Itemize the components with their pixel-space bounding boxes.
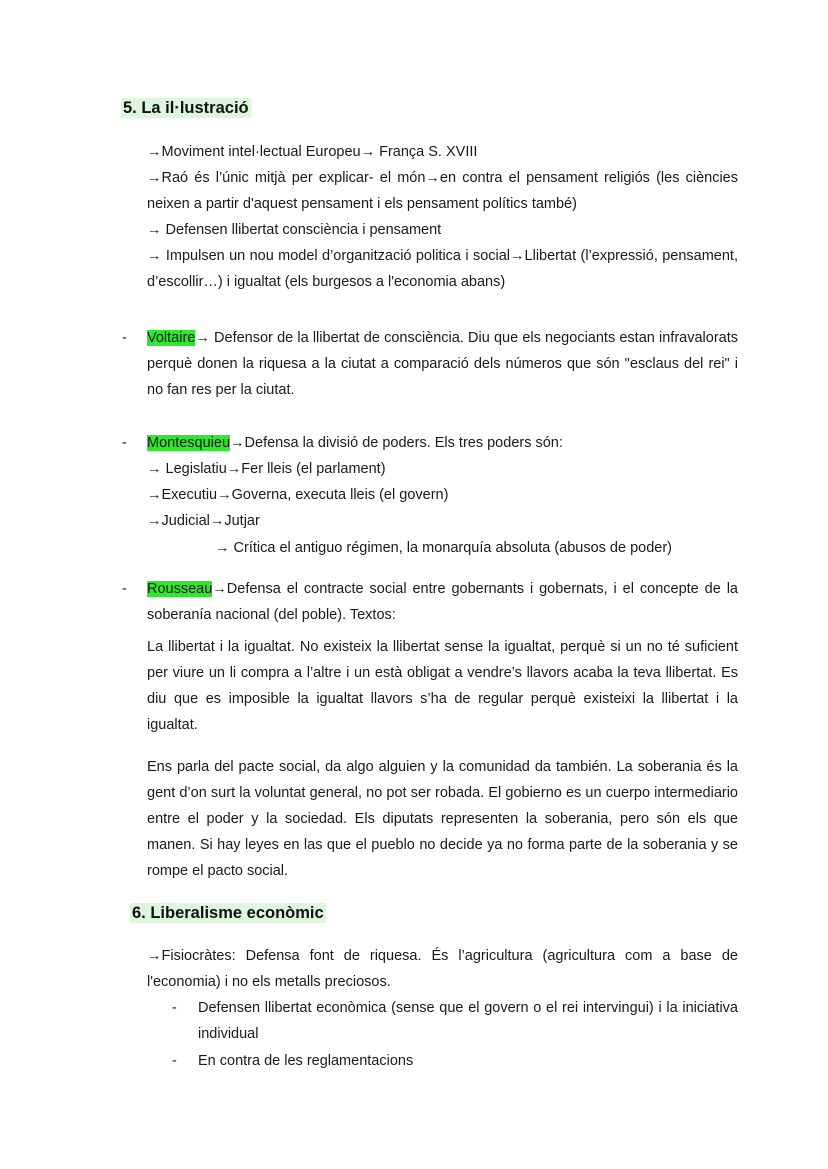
bullet-dash: -: [122, 581, 127, 597]
voltaire-text: → Defensor de la llibertat de consciència. Diu que els negociants estan infravalorats perquè donen la riquesa a la ciutat a comparació dels números que són "esclaus del rei" i no fan res per la ciutat.: [147, 330, 738, 398]
section-5-heading: [121, 97, 251, 119]
rousseau-text: →Defensa el contracte social entre gobernants i gobernats, i el concepte de la soberanía nacional (del poble). Textos:: [147, 581, 738, 623]
rousseau-name: Rousseau: [147, 581, 213, 597]
rousseau-paragraph: [147, 576, 738, 628]
list-item: Defensen llibertat econòmica (sense que el govern o el rei intervingui) i la iniciativa individual: [198, 1000, 738, 1042]
bullet-dash: -: [122, 330, 127, 346]
voltaire-name: Voltaire: [147, 330, 196, 346]
voltaire-paragraph: [147, 325, 738, 403]
power-legislative: → Legislatiu→Fer lleis (el parlament): [147, 461, 386, 477]
power-executive: →Executiu→Governa, executa lleis (el govern): [147, 487, 449, 503]
bullet-dash: -: [172, 1000, 177, 1016]
intro-line-2: →Raó és l’únic mitjà per explicar- el món→en contra el pensament religiós (les ciències neixen a partir d'aquest pensament i els pensament polítics també): [147, 170, 738, 212]
montesquieu-critique: → Crítica el antiguo régimen, la monarquía absoluta (abusos de poder): [215, 540, 673, 556]
bullet-dash: -: [172, 1053, 177, 1069]
power-judicial: →Judicial→Jutjar: [147, 513, 260, 529]
fisiocrates-paragraph: →Fisiocràtes: Defensa font de riquesa. És l’agricultura (agricultura com a base de l'economia) i no els metalls preciosos.: [147, 948, 738, 990]
intro-line-3: → Defensen llibertat consciència i pensament: [147, 222, 442, 238]
rousseau-text-1: La llibertat i la igualtat. No existeix la llibertat sense la igualtat, perquè si un no té suficient per viure un li compra a l’altre i un està obligat a vendre’s llavors acaba la teva llibertat. Es diu que es imposible la igualtat llavors s’ha de regular perquè existeixi la llibertat i la igualtat.: [147, 639, 738, 733]
rousseau-text-2: Ens parla del pacte social, da algo alguien y la comunidad da también. La soberania és la gent d’on surt la voluntat general, no pot ser robada. El gobierno es un cuerpo intermediario entre el poder y la sociedad. Els diputats representen la soberania, pero són els que manen. Si hay leyes en las que el pueblo no decide ya no forma parte de la soberania y se rompe el pacto social.: [147, 759, 738, 879]
montesquieu-paragraph: [147, 430, 738, 456]
montesquieu-text: →Defensa la divisió de poders. Els tres poders són:: [230, 435, 563, 451]
section-5-title: 5. La il·lustració: [123, 99, 249, 117]
section-6-heading: [130, 902, 326, 924]
bullet-dash: -: [122, 435, 127, 451]
intro-line-4: → Impulsen un nou model d’organització politica i social→Llibertat (l’expressió, pensament, d’escollir…) i igualtat (els burgesos a l'economia abans): [147, 248, 738, 290]
intro-line-1: →Moviment intel·lectual Europeu→ França S. XVIII: [147, 144, 478, 160]
section-6-title: 6. Liberalisme econòmic: [132, 904, 324, 922]
montesquieu-name: Montesquieu: [147, 435, 231, 451]
list-item: En contra de les reglamentacions: [198, 1053, 414, 1069]
